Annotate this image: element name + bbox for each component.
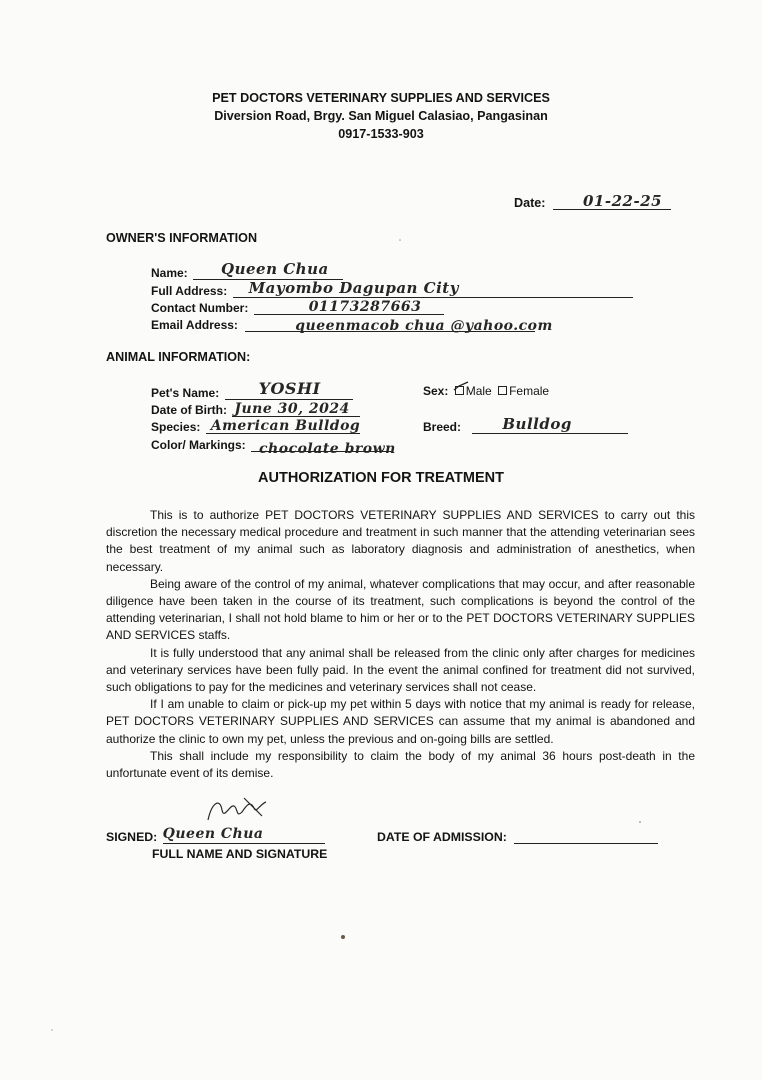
authorization-paragraph: It is fully understood that any animal shall be released from the clinic only after charges for medicines and veterinary services have been fully paid. In the event the animal confined for treatment did not survived, such obligations to pay for the medicines and veterinary services shall not cease. [106, 645, 695, 695]
sex-female-label: Female [509, 384, 550, 398]
authorization-title: AUTHORIZATION FOR TREATMENT [258, 470, 504, 486]
species-row [151, 418, 360, 434]
owner-name-value: Queen Chua [221, 260, 329, 278]
authorization-paragraph: If I am unable to claim or pick-up my pet within 5 days with notice that my animal is ready for release, PET DOCTORS VETERINARY SUPPLIES AND SERVICES can assume that my animal is abandoned and authorize the clinic to own my pet, unless the previous and on-going bills are settled. [106, 697, 695, 746]
sex-female-checkbox[interactable] [498, 386, 507, 395]
owner-email-label: Email Address: [151, 318, 238, 332]
owner-address-row [151, 279, 633, 298]
color-row [151, 436, 396, 457]
species-field [206, 418, 360, 434]
dob-field [232, 401, 360, 417]
pet-name-field [225, 379, 353, 400]
admission-label: DATE OF ADMISSION: [377, 830, 507, 844]
owner-email-field [245, 316, 553, 334]
species-label: Species: [151, 420, 201, 434]
sex-label: Sex: [423, 384, 449, 398]
dob-row [151, 401, 360, 417]
owner-contact-label: Contact Number: [151, 301, 249, 315]
pet-name-row [151, 379, 353, 400]
owner-address-field [233, 279, 633, 298]
pet-name-value: YOSHI [258, 379, 321, 398]
animal-section-title: ANIMAL INFORMATION: [106, 350, 251, 364]
signed-label: SIGNED: [106, 830, 158, 844]
date-row [514, 194, 671, 210]
authorization-paragraph: Being aware of the control of my animal, whatever complications that may occur, and after reasonable diligence have been taken in the course of its treatment, such complications is beyond the control of the attending veterinarian, I shall not hold blame to him or her or to the PET DOCTORS VETERINARY SUPPLIES AND SERVICES staffs. [106, 576, 695, 643]
pet-name-label: Pet's Name: [151, 386, 220, 400]
owner-contact-row [151, 299, 444, 315]
breed-row [423, 415, 628, 434]
signed-row [106, 828, 325, 844]
owner-contact-value: 01173287663 [308, 299, 422, 315]
owner-name-label: Name: [151, 266, 188, 280]
letterhead [0, 89, 762, 143]
admission-row [377, 828, 658, 844]
admission-date-field[interactable] [514, 828, 658, 844]
owner-name-field [193, 260, 343, 280]
authorization-body [106, 507, 695, 782]
business-name: PET DOCTORS VETERINARY SUPPLIES AND SERVICES [212, 91, 550, 105]
authorization-paragraph: This shall include my responsibility to claim the body of my animal 36 hours post-death in the unfortunate event of its demise. [106, 748, 695, 781]
sex-male-checkbox[interactable] [455, 386, 464, 395]
breed-value: Bulldog [502, 415, 572, 433]
breed-field [472, 415, 628, 434]
date-field [553, 194, 671, 210]
dob-label: Date of Birth: [151, 403, 227, 417]
color-value: chocolate brown [259, 441, 396, 457]
date-value: 01-22-25 [583, 192, 663, 210]
owner-address-label: Full Address: [151, 284, 228, 298]
owner-contact-field [254, 299, 444, 315]
business-address: Diversion Road, Brgy. San Miguel Calasiao, Pangasinan [214, 109, 548, 123]
signature-field [163, 828, 325, 844]
color-label: Color/ Markings: [151, 438, 246, 452]
color-field [251, 436, 396, 457]
species-value: American Bulldog [210, 418, 361, 434]
owner-email-row [151, 316, 553, 334]
authorization-paragraph: This is to authorize PET DOCTORS VETERINARY SUPPLIES AND SERVICES to carry out this discretion the necessary medical procedure and treatment in such manner that the attending veterinarian sees the best treatment of my animal such as laboratory diagnosis and administration of anesthetics, when necessary. [106, 508, 695, 574]
sex-row [423, 384, 549, 398]
owner-email-value: queenmacob chua @yahoo.com [295, 318, 553, 334]
owner-section-title: OWNER'S INFORMATION [106, 231, 258, 245]
owner-name-row [151, 260, 343, 280]
date-label: Date: [514, 196, 546, 210]
full-name-signature-label: FULL NAME AND SIGNATURE [152, 847, 328, 861]
dob-value: June 30, 2024 [234, 401, 350, 417]
business-phone: 0917-1533-903 [338, 127, 424, 141]
sex-male-label: Male [465, 384, 492, 398]
breed-label: Breed: [423, 420, 462, 434]
signed-name-value: Queen Chua [162, 826, 264, 842]
check-mark-icon [453, 381, 469, 395]
owner-address-value: Mayombo Dagupan City [248, 279, 459, 297]
